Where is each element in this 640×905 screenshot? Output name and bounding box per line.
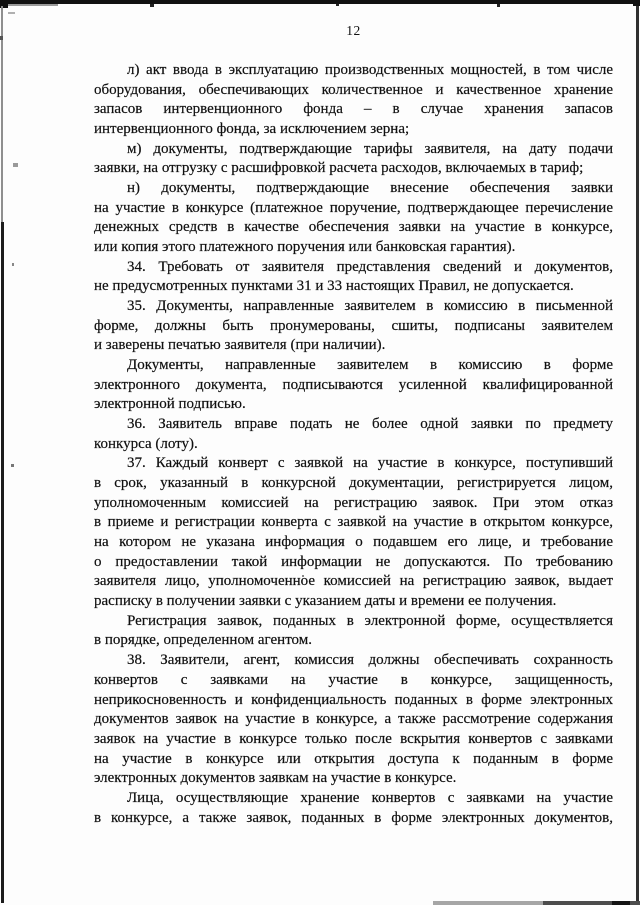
text-line: или копия этого платежного поручения или банковская гарантия). [94,239,516,256]
scan-top-nub [336,4,339,6]
paragraph [94,258,613,297]
paragraph [94,356,613,415]
text-line: н) документы, подтверждающие внесение обеспечения заявки [127,180,613,197]
text-line: расписку в получении заявки с указанием даты и времени ее получения. [94,593,557,610]
scan-left-square-mark [13,163,18,167]
text-line: неприкосновенность и конфиденциальность поданных в форме электронных [94,691,613,708]
text-line: в срок, указанный в конкурсной документации, регистрируется лицом, [94,475,613,492]
scan-left-tick [0,36,3,40]
paragraph [94,454,613,611]
text-line: документов заявок на участие в конкурсе, а также рассмотрение содержания [94,711,613,728]
scan-top-nub [150,4,154,7]
scan-top-gray-dash [8,12,15,14]
scan-right-blob-top [633,0,640,6]
text-line: на участие в конкурсе (платежное поручение, подтверждающее перечисление [94,199,613,216]
paragraph [94,651,613,789]
text-line: уполномоченным комиссией на регистрацию заявок. При этом отказ [94,494,613,511]
paragraph [94,297,613,356]
paragraph [94,789,613,828]
text-line: 34. Требовать от заявителя представления сведений и документов, [127,258,613,275]
text-line: конкурса (лоту). [94,435,198,452]
text-line: в порядке, определенном агентом. [94,632,313,649]
scan-edge-left-lower [1,222,4,903]
scan-bottom-bar-black [612,901,630,905]
text-line: не предусмотренных пунктами 31 и 33 настоящих Правил, не допускается. [94,278,574,295]
scan-top-gray-segment [8,4,58,6]
text-line: интервенционного фонда, за исключением зерна; [94,121,410,138]
text-line: форме, должны быть пронумерованы, сшиты, подписаны заявителем [94,317,613,334]
paragraph [94,140,613,179]
text-line: 38. Заявители, агент, комиссия должны обеспечивать сохранность [127,652,613,669]
text-line: электронных документов заявкам на участие в конкурсе. [94,770,457,787]
text-line: Регистрация заявок, поданных в электронной форме, осуществляется [127,612,613,629]
text-line: на участие в конкурсе или открытия доступа к поданным в форме [94,750,613,767]
text-line: в приеме и регистрации конверта с заявкой на участие в открытом конкурсе, [94,514,613,531]
text-line: оборудования, обеспечивающих количественное и качественное хранение [94,81,613,98]
text-line: на котором не указана информация о подавшем его лице, и требование [94,534,613,551]
text-line: Документы, направленные заявителем в комиссию в форме [127,357,613,374]
text-line: в конкурсе, а также заявок, поданных в форме электронных документов, [94,809,613,826]
text-line: л) акт ввода в эксплуатацию производственных мощностей, в том числе [127,62,613,78]
text-line: заявителя лицо, уполномоченное комиссией на регистрацию заявок, выдает [94,573,613,590]
scan-edge-right [636,0,639,903]
text-line: 35. Документы, направленные заявителем в комиссию в письменной [127,298,613,315]
paragraph [94,612,613,651]
text-line: о предоставлении такой информации не допускаются. По требованию [94,553,613,570]
text-line: м) документы, подтверждающие тарифы заявителя, на дату подачи [127,140,613,157]
scan-left-tick [12,263,14,266]
scan-top-nub [497,4,500,7]
scan-bottom-bar-light [433,901,543,905]
text-line: Лица, осуществляющие хранение конвертов с заявками на участие [127,789,613,806]
text-line: заявки, на отгрузку с расшифровкой расчета расходов, включаемых в тариф; [94,160,584,177]
paragraph [94,415,613,454]
text-line: электронной подписью. [94,396,246,413]
scan-edge-top [0,0,640,4]
paragraph [94,179,613,258]
scan-left-dot [11,464,14,467]
text-line: электронного документа, подписываются усиленной квалифицированной [94,376,613,393]
text-line: конвертов с заявками на участие в конкурсе, защищенность, [94,671,613,688]
text-line: и заверены печатью заявителя (при наличии). [94,337,386,354]
page-number: 12 [346,23,361,38]
paragraph [94,61,613,140]
text-line: 36. Заявитель вправе подать не более одной заявки по предмету [127,416,613,433]
document-body [94,61,613,828]
text-line: заявок на участие в конкурсе только после вскрытия конвертов с заявками [94,730,613,747]
text-line: запасов интервенционного фонда – в случае хранения запасов [94,101,613,118]
text-line: 37. Каждый конверт с заявкой на участие в конкурсе, поступивший [127,455,613,472]
text-line: денежных средств в качестве обеспечения заявки на участие в конкурсе, [94,219,613,236]
